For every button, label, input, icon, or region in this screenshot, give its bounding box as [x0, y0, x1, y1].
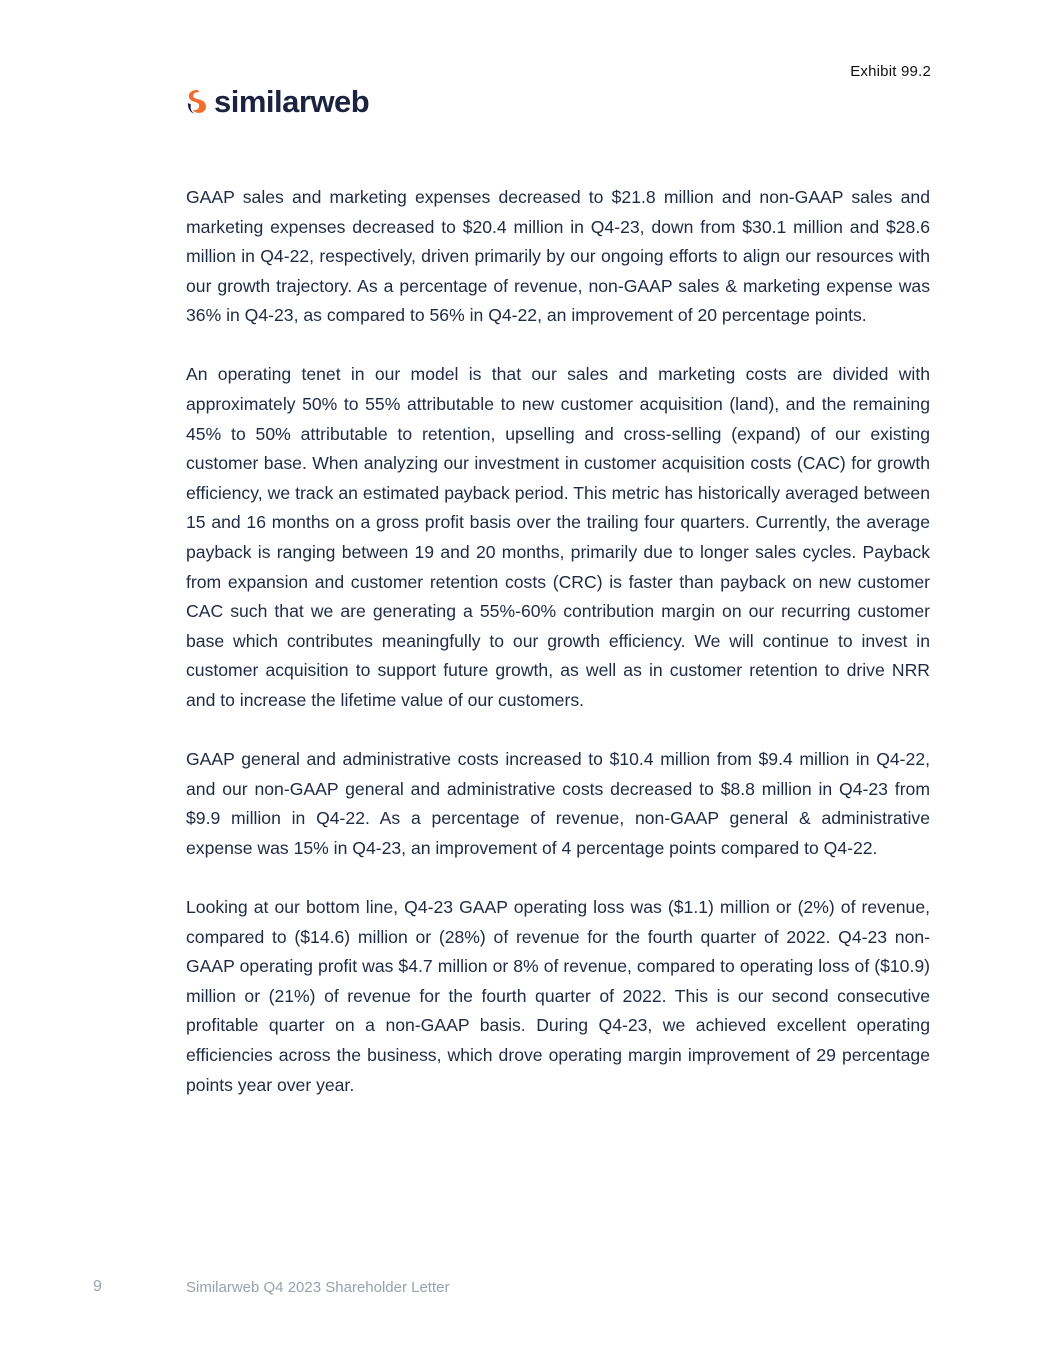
paragraph-general-administrative: GAAP general and administrative costs increased to $10.4 million from $9.4 million in Q4-22, and our non-GAAP general and administrative costs decreased to $8.8 million in Q4-23 from $9.9 million in Q4-22. As a percentage of revenue, non-GAAP general & administrative expense was 15% in Q4-23, an improvement of 4 percentage points compared to Q4-22. [186, 749, 930, 858]
footer-doc-title: Similarweb Q4 2023 Shareholder Letter [186, 1279, 450, 1296]
page-number: 9 [93, 1278, 102, 1295]
exhibit-label: Exhibit 99.2 [850, 63, 931, 80]
similarweb-logo-icon [186, 89, 208, 115]
paragraph-sales-marketing: GAAP sales and marketing expenses decreased to $21.8 million and non-GAAP sales and marketing expenses decreased to $20.4 million in Q4-23, down from $30.1 million and $28.6 million in Q4-22, respectively, driven primarily by our ongoing efforts to align our resources with our growth trajectory. As a percentage of revenue, non-GAAP sales & marketing expense was 36% in Q4-23, as compared to 56% in Q4-22, an improvement of 20 percentage points. [186, 187, 930, 326]
letter-body [186, 183, 930, 1130]
paragraph-bottom-line: Looking at our bottom line, Q4-23 GAAP operating loss was ($1.1) million or (2%) of revenue, compared to ($14.6) million or (28%) of revenue for the fourth quarter of 2022. Q4-23 non-GAAP operating profit was $4.7 million or 8% of revenue, compared to operating loss of ($10.9) million or (21%) of revenue for the fourth quarter of 2022. This is our second consecutive profitable quarter on a non-GAAP basis. During Q4-23, we achieved excellent operating efficiencies across the business, which drove operating margin improvement of 29 percentage points year over year. [186, 896, 930, 1095]
company-logo [186, 86, 369, 117]
paragraph-operating-tenet: An operating tenet in our model is that our sales and marketing costs are divided with approximately 50% to 55% attributable to new customer acquisition (land), and the remaining 45% to 50% attributable to retention, upselling and cross-selling (expand) of our existing customer base. When analyzing our investment in customer acquisition costs (CAC) for growth efficiency, we track an estimated payback period. This metric has historically averaged between 15 and 16 months on a gross profit basis over the trailing four quarters. Currently, the average payback is ranging between 19 and 20 months, primarily due to longer sales cycles. Payback from expansion and customer retention costs (CRC) is faster than payback on new customer CAC such that we are generating a 55%-60% contribution margin on our recurring customer base which contributes meaningfully to our growth efficiency. We will continue to invest in customer acquisition to support future growth, as well as in customer retention to drive NRR and to increase the lifetime value of our customers. [186, 364, 930, 710]
logo-wordmark: similarweb [214, 84, 370, 119]
